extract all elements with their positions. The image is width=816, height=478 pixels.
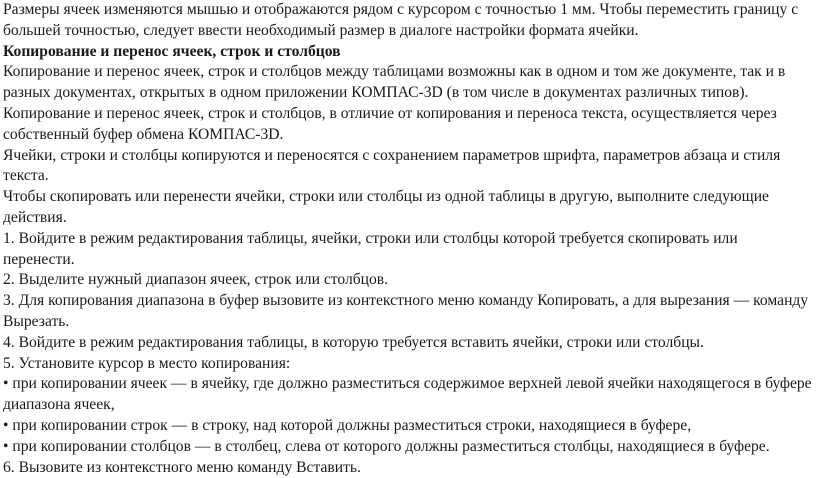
document-body — [3, 0, 813, 478]
paragraph-clipboard: Копирование и перенос ячеек, строк и столбцов, в отличие от копирования и переноса текста, осуществляется через собственный буфер обмена КОМПАС-3D. — [3, 104, 777, 143]
step-5: 5. Установите курсор в место копирования: — [3, 354, 291, 372]
paragraph-formatting-preserved: Ячейки, строки и столбцы копируются и переносятся с сохранением параметров шрифта, параметров абзаца и стиля текста. — [3, 146, 781, 185]
paragraph-copy-between-tables: Копирование и перенос ячеек, строк и столбцов между таблицами возможны как в одном и том же документе, так и в разных документах, открытых в одном приложении КОМПАС-3D (в том числе в документах различных типов). — [3, 63, 786, 102]
bullet-columns: • при копировании столбцов — в столбец, слева от которого должны разместиться столбцы, находящиеся в буфере. — [3, 437, 770, 455]
step-3: 3. Для копирования диапазона в буфер вызовите из контекстного меню команду Копировать, а для вырезания — команду Вырезать. — [3, 292, 809, 330]
step-2: 2. Выделите нужный диапазон ячеек, строк или столбцов. — [3, 271, 389, 289]
bullet-cells: • при копировании ячеек — в ячейку, где должно разместиться содержимое верхней левой ячейки находящегося в буфере диапазона ячеек, — [3, 375, 812, 414]
intro-paragraph: Размеры ячеек изменяются мышью и отображаются рядом с курсором с точностью 1 мм. Чтобы переместить границу с большей точностью, следует ввести необходимый размер в диалоге настройки формата ячейки. — [3, 1, 799, 39]
step-6: 6. Вызовите из контекстного меню команду Вставить. — [3, 458, 361, 476]
step-4: 4. Войдите в режим редактирования таблицы, в которую требуется вставить ячейки, строки или столбцы. — [3, 333, 704, 351]
step-1: 1. Войдите в режим редактирования таблицы, ячейки, строки или столбцы которой требуется скопировать или перенести. — [3, 229, 738, 268]
section-heading: Копирование и перенос ячеек, строк и столбцов — [3, 42, 341, 60]
paragraph-instructions-intro: Чтобы скопировать или перенести ячейки, строки или столбцы из одной таблицы в другую, выполните следующие действия. — [3, 188, 769, 226]
bullet-rows: • при копировании строк — в строку, над которой должны разместиться строки, находящиеся в буфере, — [3, 416, 692, 434]
